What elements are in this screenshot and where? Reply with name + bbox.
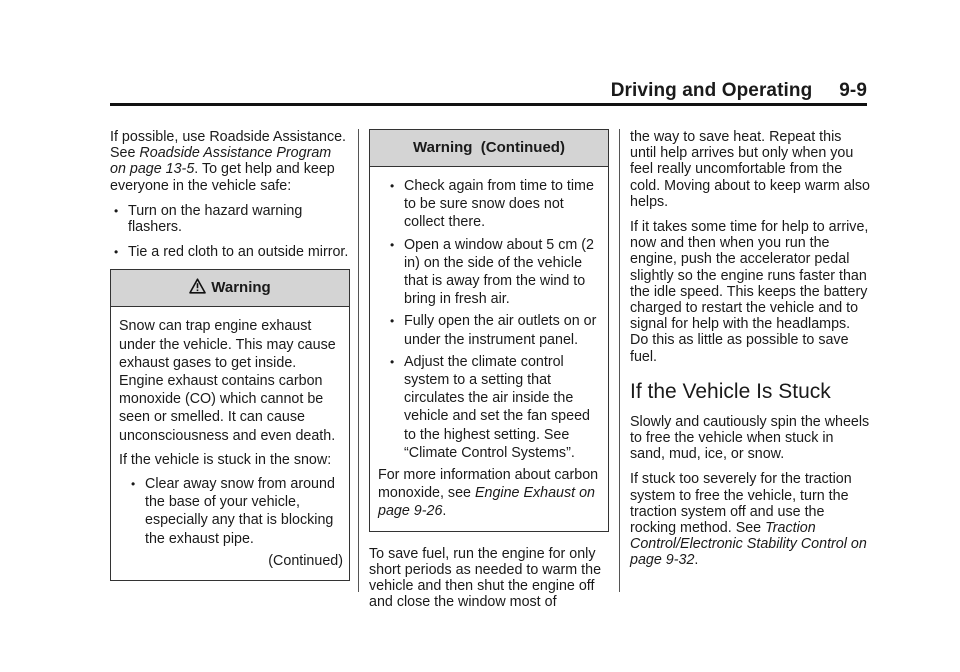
roadside-assistance-link[interactable]: Roadside Assistance Program on page 13-5 [110,145,332,178]
paragraph: the way to save heat. Repeat this until help arrives but only when you feel really uncomfortable from the cold. Moving about to keep warm also helps. [630,129,870,210]
bullet-icon: • [390,314,395,329]
bullet-icon: • [390,179,395,193]
warning-title: Warning [211,279,271,297]
list-item-text: Tie a red cloth to an outside mirror. [128,244,349,261]
bullet-icon: • [390,354,395,369]
more-info-text: For more information about carbon monoxide, see [378,467,599,502]
list-item-text: Adjust the climate control system to a setting that circulates the air inside the vehicle and set the fan speed to the highest setting. See “Climate Control Systems”. [404,353,590,461]
warning-triangle-icon [189,278,206,298]
column-divider [619,129,620,592]
warning-paragraph: Snow can trap engine exhaust under the vehicle. This may cause exhaust gases to get inside. Engine exhaust contains carbon monoxide (CO) which cannot be seen or smelled. It can cause unconsciousness and even death. [119,318,336,444]
list-item [386,236,602,309]
list-item-text: Open a window about 5 cm (2 in) on the side of the vehicle that is away from the wind to bring in fresh air. [404,236,594,308]
warning-body [370,167,608,531]
warning-paragraph [378,466,602,521]
bullet-icon: • [131,477,136,492]
list-item [386,312,602,348]
list-item [386,353,602,462]
list-item-text: Fully open the air outlets on or under the instrument panel. [404,313,597,348]
list-item [110,244,350,260]
list-item [110,203,350,235]
safety-list [110,203,350,261]
list-item-text: Check again from time to time to be sure snow does not collect there. [404,178,594,231]
more-info-end: . [442,503,447,520]
section-heading: If the Vehicle Is Stuck [630,379,831,403]
warning-list [127,475,343,548]
warning-title: Warning (Continued) [413,138,565,156]
header-rule [110,103,867,106]
page-number: 9-9 [839,80,867,101]
list-item-text: Turn on the hazard warning flashers. [128,202,303,236]
column-2 [369,129,609,619]
engine-exhaust-link[interactable]: Engine Exhaust on page 9-26 [378,485,595,520]
bullet-icon: • [114,245,119,260]
column-divider [358,129,359,592]
paragraph-end: . [694,552,699,569]
list-item [386,177,602,232]
section-title: Driving and Operating [610,80,813,101]
intro-paragraph [110,129,350,194]
list-item-text: Clear away snow from around the base of your vehicle, especially any that is blocking the exhaust pipe. [145,476,335,547]
list-item [127,475,343,548]
paragraph-text: If stuck too severely for the traction system to free the vehicle, turn the traction system off and use the rocking method. See [630,471,852,537]
warning-body [111,307,349,580]
paragraph: Slowly and cautiously spin the wheels to free the vehicle when stuck in sand, mud, ice, or snow. [630,413,870,463]
header-title [611,80,867,102]
column-3 [630,129,870,578]
bullet-icon: • [390,237,395,252]
warning-header [111,270,349,307]
bullet-icon: • [114,203,119,218]
warning-paragraph: If the vehicle is stuck in the snow: [119,451,332,468]
paragraph [630,471,870,568]
warning-box-continued [369,129,609,532]
column-1 [110,129,350,581]
warning-box [110,269,350,581]
intro-text: If possible, use Roadside Assistance. See [110,129,347,162]
intro-text-end: . To get help and keep everyone in the vehicle safe: [110,161,335,194]
traction-control-link[interactable]: Traction Control/Electronic Stability Control on page 9-32 [630,520,867,569]
paragraph: If it takes some time for help to arrive, now and then when you run the engine, push the accelerator pedal slightly so the engine runs faster than the idle speed. This keeps the battery charged to restart the vehicle and to signal for help with the headlamps. Do this as little as possible to save fuel. [630,219,869,365]
continued-label: (Continued) [268,552,343,569]
save-fuel-paragraph: To save fuel, run the engine for only short periods as needed to warm the vehicle and then shut the engine off and close the window most of [369,545,602,611]
warning-list [386,177,602,462]
warning-header [370,130,608,167]
